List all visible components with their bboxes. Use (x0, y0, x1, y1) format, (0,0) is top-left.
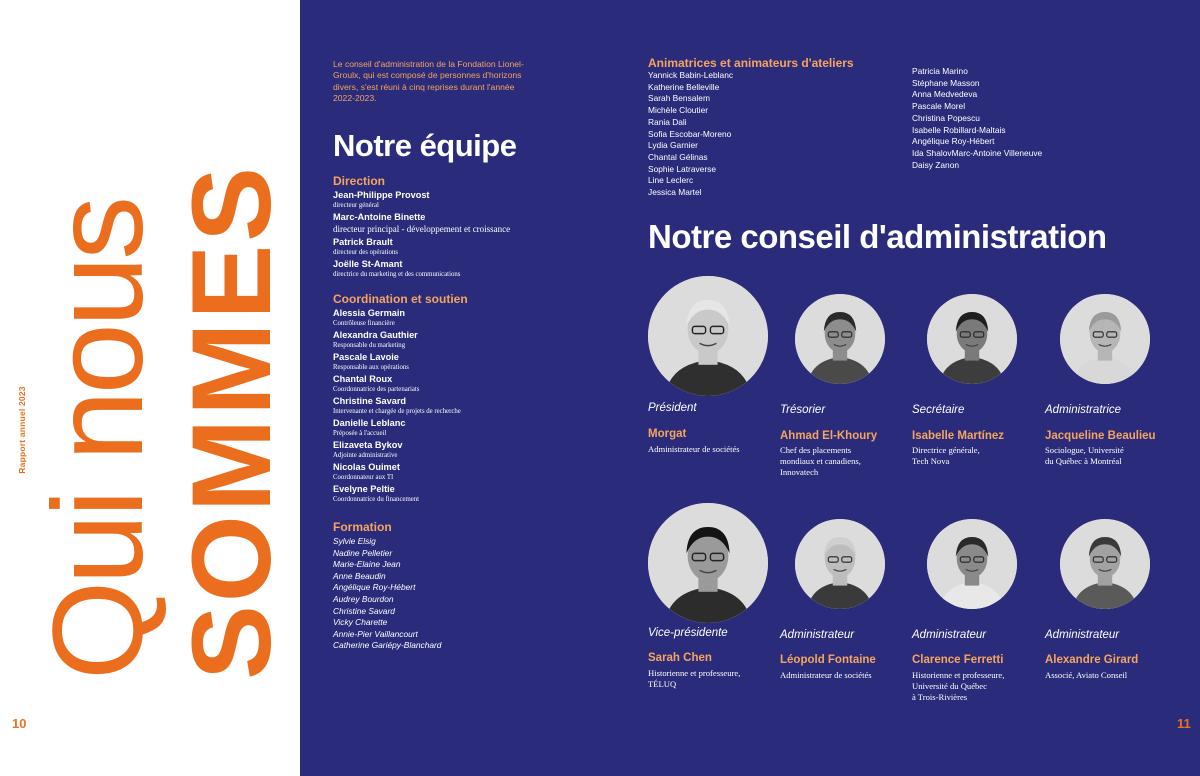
member-title: Administrateur (1045, 629, 1120, 641)
page-number-right: 11 (1177, 716, 1191, 731)
formation-name: Sylvie Elsig (333, 536, 376, 546)
member-photo (795, 519, 885, 609)
member-title: Secrétaire (912, 404, 965, 416)
person-name: Pascale Lavoie (333, 352, 399, 362)
coordination-title: Coordination et soutien (333, 292, 468, 306)
atelier-name: Ida ShalovMarc-Antoine Villeneuve (912, 147, 1043, 158)
member-photo (1060, 519, 1150, 609)
formation-name: Nadine Pelletier (333, 547, 393, 558)
atelier-name: Stéphane Masson (912, 77, 980, 88)
person-role: directrice du marketing et des communications (333, 271, 461, 278)
person-name: Evelyne Peltie (333, 484, 395, 494)
person-name: Joëlle St-Amant (333, 259, 403, 269)
intro-text: Le conseil d'administration de la Fondation Lionel-Groulx, qui est composé de personnes d'horizons divers, s'est réuni à cinq reprises durant l'année 2022-2023. (333, 59, 524, 104)
person-role: Coordonnateur aux TI (333, 474, 394, 481)
formation-title: Formation (333, 520, 392, 534)
ateliers-column-1 (648, 70, 854, 199)
team-title: Notre équipe (333, 128, 517, 163)
side-label: Rapport annuel 2023 (17, 386, 27, 474)
formation-name: Vicky Charette (333, 617, 388, 628)
person-role: Responsable du marketing (333, 342, 406, 349)
member-title: Administrateur (912, 629, 987, 641)
atelier-name: Line Leclerc (648, 175, 694, 186)
direction-title: Direction (333, 174, 386, 188)
member-description: Associé, Aviato Conseil (1045, 670, 1128, 680)
person-role: directeur général (333, 202, 379, 209)
atelier-name: Pascale Morel (912, 101, 966, 112)
atelier-name: Daisy Zanon (912, 159, 960, 170)
member-name: Jacqueline Beaulieu (1045, 430, 1156, 442)
person-role: Coordonnatrice du financement (333, 496, 420, 503)
member-description: Directrice générale, Tech Nova (912, 445, 980, 467)
person-name: Christine Savard (333, 396, 407, 406)
formation-name: Christine Savard (333, 605, 395, 616)
formation-name: Audrey Bourdon (333, 593, 394, 604)
formation-section (333, 520, 593, 652)
member-title: Administrateur (780, 629, 855, 641)
member-title: Président (648, 402, 697, 414)
ateliers-section (648, 56, 854, 199)
member-name: Alexandre Girard (1045, 654, 1139, 666)
atelier-name: Chantal Gélinas (648, 151, 708, 162)
member-photo (927, 294, 1017, 384)
atelier-name: Isabelle Robillard-Maltais (912, 124, 1006, 135)
member-title: Trésorier (780, 404, 826, 416)
person-role: Préposée à l'accueil (333, 430, 387, 437)
member-name: Sarah Chen (648, 652, 712, 664)
direction-section (333, 174, 593, 281)
member-name: Morgat (648, 428, 687, 440)
person-name: Danielle Leblanc (333, 418, 406, 428)
person-name: Patrick Brault (333, 237, 393, 247)
member-name: Clarence Ferretti (912, 654, 1004, 666)
member-description: Chef des placements mondiaux et canadiens, Innovatech (780, 445, 861, 478)
formation-name: Marie-Elaine Jean (333, 559, 401, 570)
person-name: Marc-Antoine Binette (333, 212, 426, 222)
member-photo (795, 294, 885, 384)
atelier-name: Angélique Roy-Hébert (912, 136, 995, 147)
page-number-left: 10 (12, 716, 27, 731)
member-photo (648, 503, 768, 623)
atelier-name: Patricia Marino (912, 66, 968, 76)
formation-name: Anne Beaudin (333, 570, 386, 581)
person-role: Coordonnatrice des partenariats (333, 386, 420, 393)
atelier-name: Sarah Bensalem (648, 93, 710, 104)
ateliers-column-2 (912, 66, 1042, 171)
atelier-name: Sophie Latraverse (648, 163, 716, 174)
coordination-section (333, 292, 593, 506)
formation-name: Catherine Gariépy-Blanchard (333, 640, 442, 651)
person-name: Alessia Germain (333, 308, 406, 318)
atelier-name: Anna Medvedeva (912, 89, 978, 100)
atelier-name: Christina Popescu (912, 112, 980, 123)
atelier-name: Katherine Belleville (648, 81, 720, 92)
member-photo (1060, 294, 1150, 384)
person-role: Responsable aux opérations (333, 364, 409, 371)
member-title: Vice-présidente (648, 627, 728, 639)
person-role: directeur des opérations (333, 249, 398, 256)
ateliers-title: Animatrices et animateurs d'ateliers (648, 56, 854, 70)
left-page (0, 0, 300, 776)
formation-name: Angélique Roy-Hébert (333, 582, 416, 593)
person-name: Alexandra Gauthier (333, 330, 418, 340)
person-role: Adjointe administrative (333, 452, 398, 459)
member-photo (648, 276, 768, 396)
person-role: directeur principal - développement et croissance (333, 224, 511, 234)
person-role: Contrôleuse financière (333, 320, 395, 327)
right-page (300, 0, 1200, 776)
member-description: Administrateur de sociétés (648, 444, 740, 454)
atelier-name: Michèle Cloutier (648, 105, 709, 116)
member-name: Léopold Fontaine (780, 654, 876, 666)
member-name: Ahmad El-Khoury (780, 430, 878, 442)
person-role: Intervenante et chargée de projets de recherche (333, 408, 461, 415)
person-name: Nicolas Ouimet (333, 462, 400, 472)
headline-qui-nous: Qui nous (27, 199, 170, 681)
atelier-name: Lydia Garnier (648, 140, 698, 151)
headline-sommes: SOMMES (169, 164, 294, 680)
person-name: Chantal Roux (333, 374, 393, 384)
person-name: Elizaveta Bykov (333, 440, 403, 450)
member-photo (927, 519, 1017, 609)
person-name: Jean-Philippe Provost (333, 190, 430, 200)
member-name: Isabelle Martínez (912, 430, 1005, 442)
atelier-name: Rania Dali (648, 116, 687, 127)
member-description: Historienne et professeure, Université du Québec à Trois-Rivières (912, 670, 1005, 703)
member-description: Administrateur de sociétés (780, 670, 872, 680)
member-description: Historienne et professeure, TÉLUQ (648, 668, 741, 690)
member-title: Administratrice (1045, 404, 1122, 416)
atelier-name: Jessica Martel (648, 187, 702, 198)
atelier-name: Sofia Escobar-Moreno (648, 128, 732, 139)
board-title: Notre conseil d'administration (648, 218, 1107, 255)
member-description: Sociologue, Université du Québec à Montréal (1045, 445, 1124, 467)
atelier-name: Yannick Babin-Leblanc (648, 70, 734, 80)
formation-name: Annie-Pier Vaillancourt (333, 628, 418, 639)
